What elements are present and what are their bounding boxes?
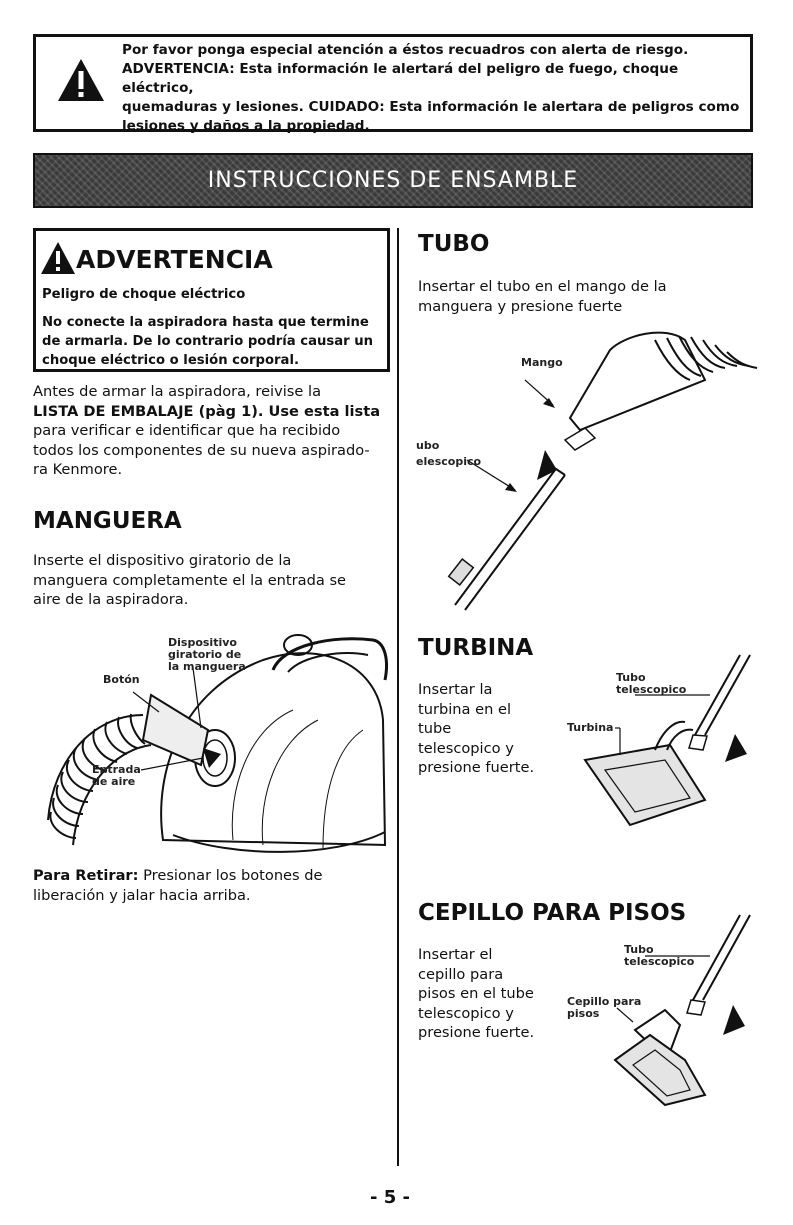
hazard-notice-box — [33, 34, 753, 132]
label-tubo-telescopico-cepillo: Tubo telescopico — [624, 943, 695, 968]
label-cepillo: Cepillo para pisos — [567, 995, 642, 1020]
advertencia-subtitle: Peligro de choque eléctrico — [42, 287, 246, 302]
label-dispositivo: Dispositivo giratorio de la manguera — [168, 636, 246, 673]
label-boton: Botón — [103, 673, 140, 686]
manguera-heading: MANGUERA — [33, 508, 182, 534]
label-tubo-telescopico: ubo elescopico — [416, 439, 482, 468]
warning-triangle-icon — [56, 57, 106, 103]
section-banner — [33, 153, 753, 208]
warning-triangle-icon — [40, 241, 76, 275]
tubo-instructions: Insertar el tubo en el mango de la manguera y presione fuerte — [418, 278, 667, 315]
tubo-heading: TUBO — [418, 231, 490, 257]
label-turbina: Turbina — [567, 721, 614, 734]
label-entrada: Entrada de aire — [92, 763, 141, 788]
manguera-instructions: Inserte el dispositivo giratorio de la manguera completamente el la entrada se aire de la aspiradora. — [33, 552, 347, 608]
tubo-illustration — [415, 320, 760, 620]
turbina-instructions: Insertar la turbina en el tube telescopico y presione fuerte. — [418, 681, 535, 776]
advertencia-text: No conecte la aspiradora hasta que termine de armarla. De lo contrario podría causar un choque eléctrico o lesión corporal. — [42, 315, 374, 368]
intro-paragraph: Antes de armar la aspiradora, reivise la LISTA DE EMBALAJE (pàg 1). Use esta lista para verificar e identificar que ha recibido todos los componentes de su nueva aspirado- ra Kenmore. — [33, 383, 381, 478]
advertencia-box — [33, 228, 390, 372]
cepillo-instructions: Insertar el cepillo para pisos en el tube telescopico y presione fuerte. — [418, 946, 535, 1041]
banner-title: INSTRUCCIONES DE ENSAMBLE — [207, 168, 579, 193]
page-number: - 5 - — [370, 1187, 410, 1208]
advertencia-title: ADVERTENCIA — [76, 245, 273, 274]
cepillo-heading: CEPILLO PARA PISOS — [418, 900, 687, 926]
retirar-instructions: Para Retirar: Presionar los botones de liberación y jalar hacia arriba. — [33, 867, 323, 904]
turbina-heading: TURBINA — [418, 635, 534, 661]
column-divider — [397, 228, 399, 1166]
hazard-notice-text: Por favor ponga especial atención a éstos recuadros con alerta de riesgo. ADVERTENCIA: Esta información le alertará del peligro de fuego, choque eléctrico, quemaduras y lesiones. CUIDADO: Esta información le alertara de peligros como lesiones y daños a la propiedad. — [122, 42, 740, 134]
label-mango: Mango — [521, 356, 563, 369]
label-tubo-telescopico-turbina: Tubo telescopico — [616, 671, 687, 696]
